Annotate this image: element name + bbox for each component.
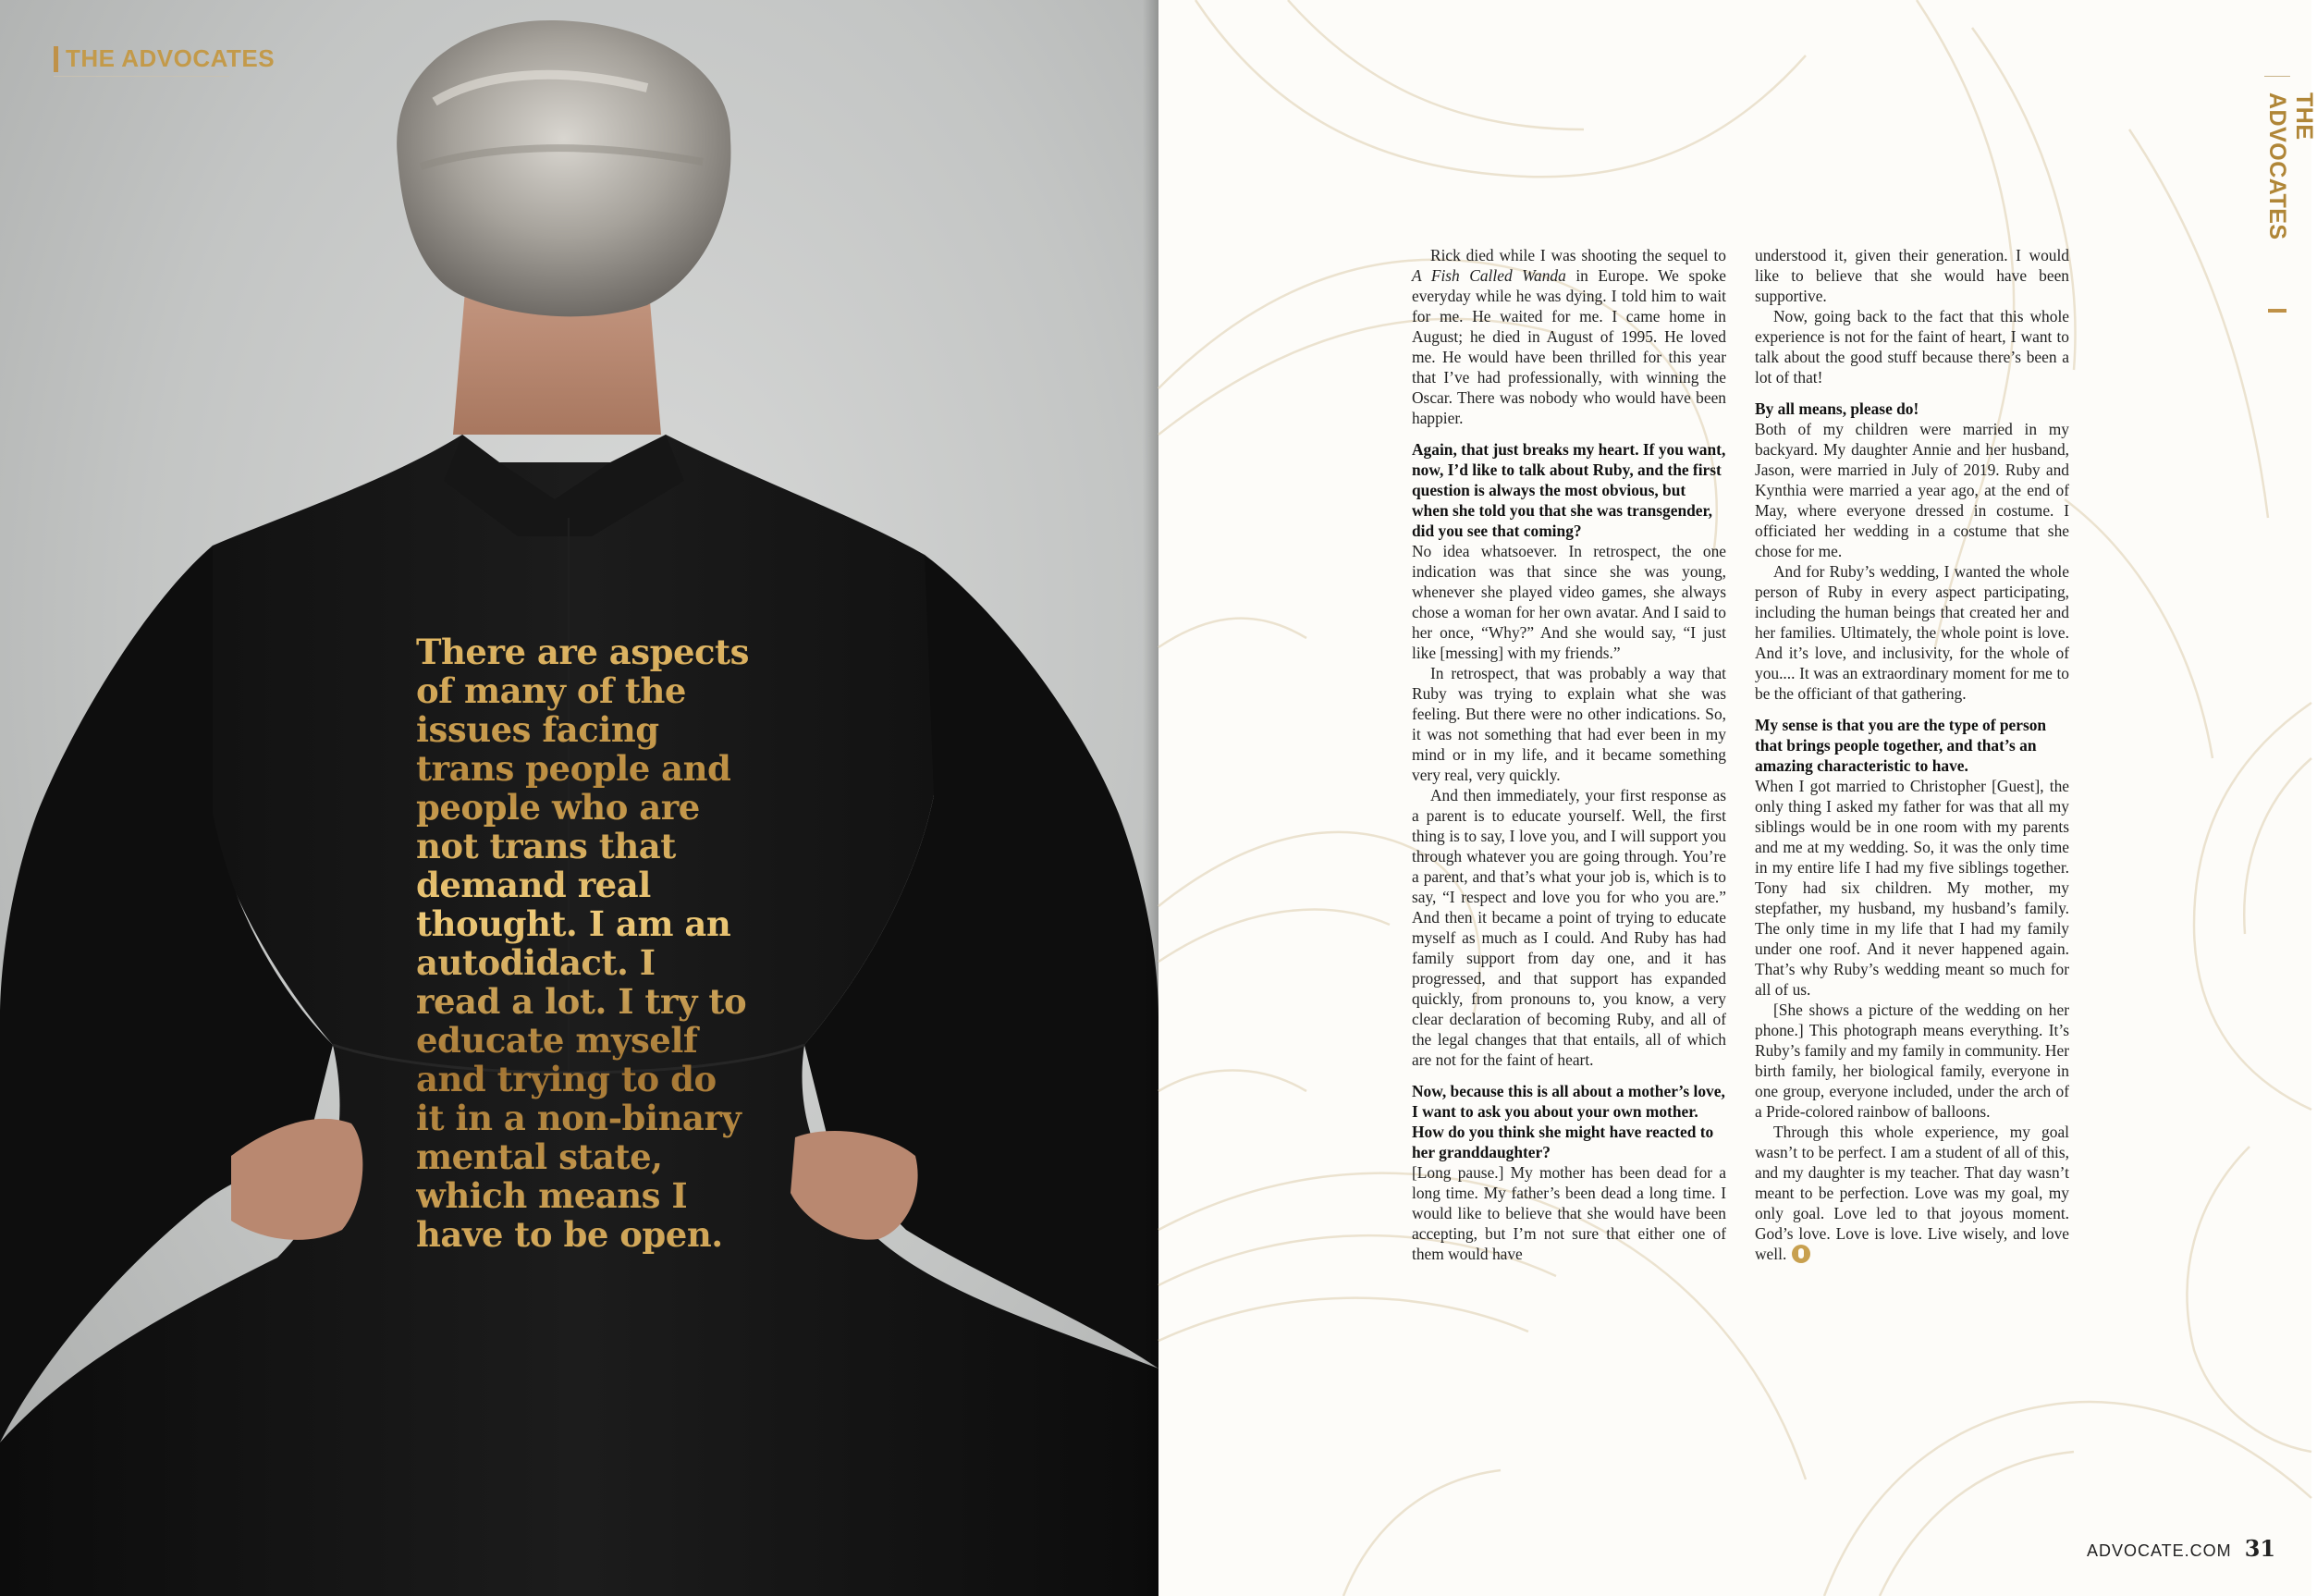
paragraph: [She shows a picture of the wedding on her phone.] This photograph means everything. It’s Ruby’s family and my family in community. Her birth family, her biological family, everyone in one group, everyone included, under the arch of a Pride-colored rainbow of balloons. xyxy=(1755,1001,2069,1121)
text-run: Rick died while I was shooting the sequel to xyxy=(1430,246,1726,264)
section-tag-vertical xyxy=(2261,76,2317,279)
section-tag-label: THE ADVOCATES xyxy=(66,44,276,72)
section-tag-label: THE ADVOCATES xyxy=(2264,92,2317,240)
text-run: Through this whole experience, my goal wasn’t to be perfect. I am a student of all of this, and my daughter is my teacher. That day wasn’t meant to be perfection. Love was my goal, my only goal. Love led to that joyous moment. God’s love. Love is love. Live wisely, and love well. xyxy=(1755,1123,2069,1263)
interview-question: My sense is that you are the type of person that brings people together, and that’s an amazing characteristic to have. xyxy=(1755,716,2047,775)
interview-answer: [Long pause.] My mother has been dead for a long time. My father’s been dead a long time. I would like to believe that she would have been accepting, but I’m not sure that either one of them would have xyxy=(1412,1163,1726,1263)
interview-answer: When I got married to Christopher [Guest], the only thing I asked my father for was that all my siblings would be in one room with my parents and me at my wedding. So, it was the only time in my entire life I had my five siblings together. Tony had six children. My mother, my stepfather, my husband, my husband’s family. The only time in my life that I had my family under one roof. And it never happened again. That’s why Ruby’s wedding meant so much for all of us. xyxy=(1755,777,2069,999)
floral-background-pattern xyxy=(1158,0,2311,1596)
paragraph xyxy=(1412,245,1726,428)
end-of-article-icon xyxy=(1792,1245,1810,1263)
section-tag-bar xyxy=(2268,309,2286,313)
film-title: A Fish Called Wanda xyxy=(1412,266,1566,285)
page-number: 31 xyxy=(2244,1535,2276,1562)
folio-site: ADVOCATE.COM xyxy=(2087,1541,2232,1560)
paragraph: And then immediately, your first response as a parent is to educate yourself. Well, the first thing is to say, I love you, and I will support you through whatever you are going through. You’re a parent, and that’s what your job is, which is to say, “I respect and love you for who you are.” And then it became a point of trying to educate myself as much as I could. And Ruby has had family support from day one, and it has progressed, and that support has expanded quickly, from pronouns to, you know, a very clear declaration of becoming Ruby, and all of the legal changes that that entails, all of which are not for the faint of heart. xyxy=(1412,786,1726,1069)
paragraph: And for Ruby’s wedding, I wanted the whole person of Ruby in every aspect participating, including the human beings that created her and her families. Ultimately, the whole point is love. And it’s love, and inclusivity, for the whole of you.... It was an extraordinary moment for me to be the officiant of that gathering. xyxy=(1755,562,2069,703)
paragraph xyxy=(1755,1122,2069,1264)
interview-question: By all means, please do! xyxy=(1755,399,1919,418)
left-page xyxy=(0,0,1158,1596)
page-folio xyxy=(2087,1535,2275,1562)
paragraph: In retrospect, that was probably a way that Ruby was trying to explain what she was feeling. But there were no other indications. So, it was not something that had ever been in my mind or in my life, and it became something very real, very quickly. xyxy=(1412,664,1726,784)
paragraph: understood it, given their generation. I would like to believe that she would have been supportive. xyxy=(1755,246,2069,305)
text-run: in Europe. We spoke everyday while he was dying. I told him to wait for me. He waited for me. I came home in August; he died in August of 1995. He loved me. He would have been thrilled for this year that I’ve had professionally, with winning the Oscar. There was nobody who would have been happier. xyxy=(1412,266,1726,427)
interview-answer: Both of my children were married in my backyard. My daughter Annie and her husband, Jason, were married in July of 2019. Ruby and Kynthia were married a year ago, at the end of May, where everyone dressed in costume. I officiated her wedding in a costume that she chose for me. xyxy=(1755,420,2069,560)
section-tag-rule xyxy=(54,76,229,77)
interview-answer: No idea whatsoever. In retrospect, the one indication was that since she was young, whenever she played video games, she always chose a woman for her own avatar. And I said to her once, “Why?” And she would say, “I just like [messing] with my friends.” xyxy=(1412,542,1726,662)
section-tag xyxy=(54,44,275,73)
article-column-1 xyxy=(1412,245,1726,1264)
pull-quote: There are aspects of many of the issues facing trans people and people who are not trans that demand real thought. I am an autodidact. I read a lot. I try to educate myself and trying to do it in a non-binary mental state, which means I have to be open. xyxy=(416,632,749,1255)
section-tag-rule xyxy=(2264,76,2290,77)
right-page xyxy=(1158,0,2317,1596)
paragraph: Now, going back to the fact that this whole experience is not for the faint of heart, I want to talk about the good stuff because there’s been a lot of that! xyxy=(1755,307,2069,387)
section-tag-bar xyxy=(54,46,58,72)
interview-question: Now, because this is all about a mother’s love, I want to ask you about your own mother. How do you think she might have reacted to her granddaughter? xyxy=(1412,1082,1725,1161)
article-column-2 xyxy=(1755,245,2069,1264)
interview-question: Again, that just breaks my heart. If you want, now, I’d like to talk about Ruby, and the first question is always the most obvious, but when she told you that she was transgender, did you see that coming? xyxy=(1412,440,1726,540)
